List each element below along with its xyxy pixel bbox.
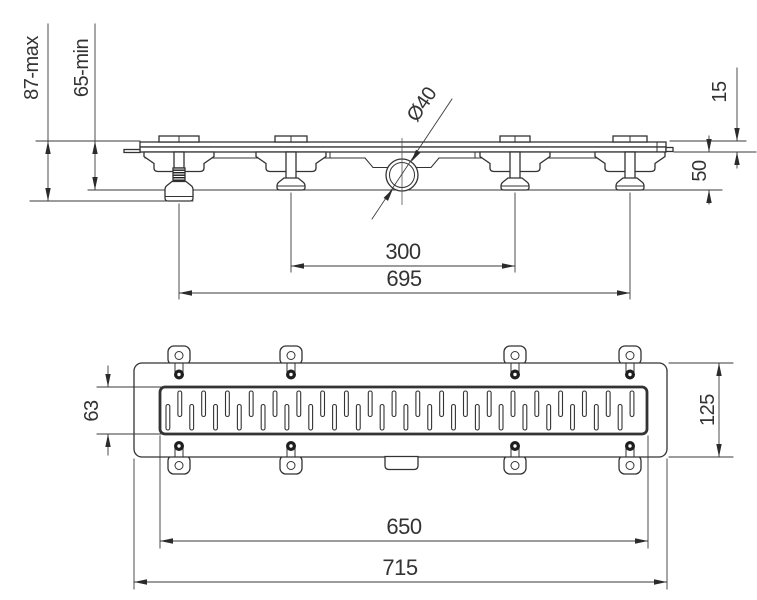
panel-joints: [330, 152, 475, 158]
dim-300-label: 300: [385, 239, 421, 264]
leg: [595, 152, 665, 190]
channel-flange: [140, 147, 666, 152]
mounting-tab: [168, 455, 190, 474]
dimension-15: [670, 68, 756, 168]
screw-head: [625, 370, 635, 380]
foot-pad: [616, 178, 644, 190]
screw-head: [286, 370, 296, 380]
side-view: [21, 24, 756, 299]
mounting-tab: [504, 455, 526, 474]
screw-head: [286, 441, 296, 451]
dim-650-label: 650: [386, 514, 422, 539]
dimension-300: [291, 193, 515, 272]
leg-adjustable-extended: [144, 152, 214, 201]
foot-pad: [165, 182, 193, 202]
screw-head: [510, 441, 520, 451]
mounting-tab: [280, 346, 302, 365]
dim-63-label: 63: [81, 400, 103, 422]
screw-head: [174, 441, 184, 451]
dimension-87-max: [21, 24, 193, 201]
grate-clips: [159, 136, 647, 142]
dimension-125: [669, 363, 733, 457]
dimension-65-min: [71, 24, 98, 190]
dim-125-label: 125: [697, 394, 719, 426]
screw-head: [174, 370, 184, 380]
plan-view: [81, 346, 733, 589]
dim-65-min-label: 65-min: [71, 38, 93, 98]
dim-87-max-label: 87-max: [21, 36, 43, 100]
foot-pad: [501, 178, 529, 190]
mounting-tab: [504, 346, 526, 365]
grate-plate: [140, 142, 666, 147]
dim-outlet-diameter-label: Ø40: [402, 83, 442, 126]
dim-15-label: 15: [709, 81, 731, 103]
dim-695-label: 695: [386, 266, 422, 291]
dimension-50: [689, 136, 712, 204]
flange-ear-right: [666, 148, 673, 152]
flange-ear-left: [124, 150, 140, 153]
dim-715-label: 715: [382, 555, 418, 580]
dim-50-label: 50: [689, 160, 711, 182]
screw-head: [625, 441, 635, 451]
mounting-tab: [619, 455, 641, 474]
mounting-tab: [168, 346, 190, 365]
foot-pad: [277, 178, 305, 190]
mounting-tab: [619, 346, 641, 365]
leg: [256, 152, 326, 190]
screw-head: [510, 370, 520, 380]
mounting-tab: [280, 455, 302, 474]
leg: [480, 152, 550, 190]
outlet-stub: [385, 457, 418, 470]
